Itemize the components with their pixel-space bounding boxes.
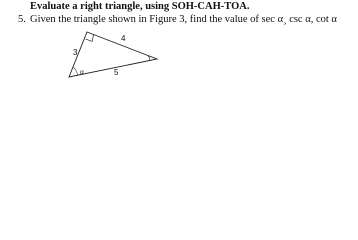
- side-label-left: 3: [73, 48, 78, 57]
- side-label-bottom: 5: [114, 68, 119, 77]
- right-angle-marker: [86, 35, 94, 42]
- section-heading: Evaluate a right triangle, using SOH-CAH-TOA.: [30, 1, 250, 12]
- angle-arc-alpha: [73, 68, 78, 76]
- angle-label-alpha: α: [80, 69, 84, 76]
- angle-arc-top-right: [148, 56, 150, 61]
- triangle-figure: [0, 0, 358, 102]
- side-label-top: 4: [121, 34, 126, 43]
- problem-text: Given the triangle shown in Figure 3, find the value of sec α¸ csc α, cot α: [30, 14, 337, 25]
- problem-number: 5.: [18, 14, 26, 25]
